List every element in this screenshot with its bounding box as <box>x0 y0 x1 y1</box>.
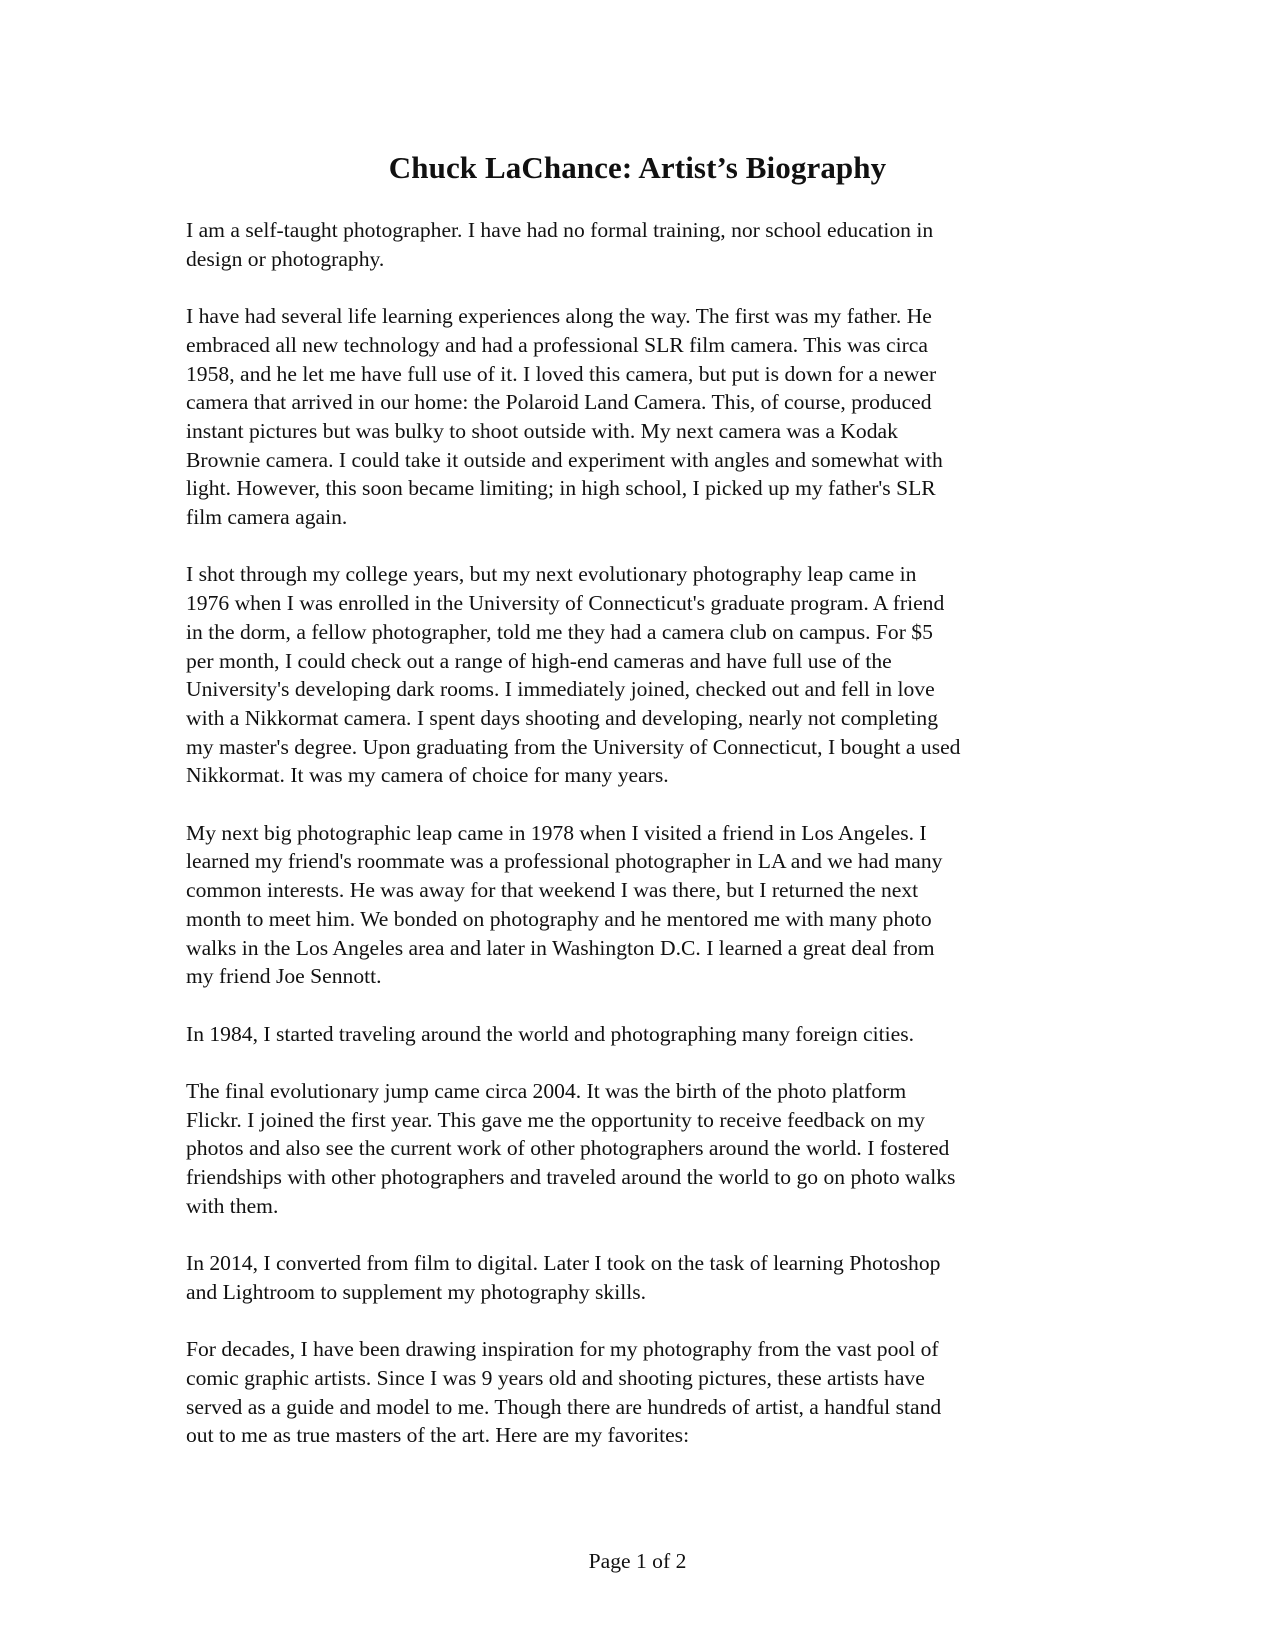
paragraph-line: served as a guide and model to me. Though there are hundreds of artist, a handful stand <box>186 1394 942 1419</box>
paragraph-line: I am a self-taught photographer. I have had no formal training, nor school education in <box>186 218 934 242</box>
paragraph-line: design or photography. <box>186 246 385 271</box>
paragraph-line: common interests. He was away for that weekend I was there, but I returned the next <box>186 878 919 903</box>
page-title: Chuck LaChance: Artist’s Biography <box>388 150 887 185</box>
paragraph-line: with them. <box>186 1193 279 1218</box>
body-paragraph <box>186 1020 1101 1049</box>
body-paragraph <box>186 1335 1101 1450</box>
paragraph-line: per month, I could check out a range of high-end cameras and have full use of the <box>186 648 892 673</box>
paragraph-line: film camera again. <box>186 505 348 530</box>
body-paragraph <box>186 302 1101 532</box>
paragraph-line: In 1984, I started traveling around the world and photographing many foreign cities. <box>186 1021 914 1046</box>
paragraph-line: in the dorm, a fellow photographer, told me they had a camera club on campus. For $5 <box>186 619 933 644</box>
paragraph-line: learned my friend's roommate was a professional photographer in LA and we had many <box>186 849 943 874</box>
paragraph-line: University's developing dark rooms. I immediately joined, checked out and fell in love <box>186 677 935 702</box>
paragraph-line: In 2014, I converted from film to digital. Later I took on the task of learning Photoshop <box>186 1251 941 1276</box>
paragraph-line: photos and also see the current work of other photographers around the world. I fostered <box>186 1136 950 1161</box>
paragraph-line: Flickr. I joined the first year. This gave me the opportunity to receive feedback on my <box>186 1107 925 1132</box>
body-paragraph <box>186 1249 1101 1306</box>
paragraph-line: my master's degree. Upon graduating from the University of Connecticut, I bought a used <box>186 734 961 759</box>
paragraph-line: my friend Joe Sennott. <box>186 964 382 989</box>
paragraph-line: My next big photographic leap came in 1978 when I visited a friend in Los Angeles. I <box>186 820 927 845</box>
paragraph-line: Brownie camera. I could take it outside and experiment with angles and somewhat with <box>186 447 943 472</box>
paragraph-line: Nikkormat. It was my camera of choice for many years. <box>186 763 669 788</box>
paragraph-line: 1976 when I was enrolled in the University of Connecticut's graduate program. A friend <box>186 591 945 616</box>
paragraph-line: camera that arrived in our home: the Polaroid Land Camera. This, of course, produced <box>186 390 932 415</box>
paragraph-line: instant pictures but was bulky to shoot outside with. My next camera was a Kodak <box>186 418 898 443</box>
paragraph-line: with a Nikkormat camera. I spent days shooting and developing, nearly not completing <box>186 705 938 730</box>
paragraph-line: The final evolutionary jump came circa 2004. It was the birth of the photo platform <box>186 1079 907 1104</box>
paragraph-line: month to meet him. We bonded on photography and he mentored me with many photo <box>186 906 932 931</box>
paragraph-line: 1958, and he let me have full use of it. I loved this camera, but put is down for a newer <box>186 361 937 386</box>
paragraph-line: For decades, I have been drawing inspiration for my photography from the vast pool of <box>186 1337 939 1362</box>
document-body <box>186 216 1101 1479</box>
paragraph-line: light. However, this soon became limiting; in high school, I picked up my father's SLR <box>186 476 936 501</box>
body-paragraph <box>186 560 1101 790</box>
page-footer: Page 1 of 2 <box>588 1549 687 1573</box>
paragraph-line: I shot through my college years, but my next evolutionary photography leap came in <box>186 562 917 587</box>
paragraph-line: walks in the Los Angeles area and later in Washington D.C. I learned a great deal from <box>186 935 935 960</box>
body-paragraph <box>186 1077 1101 1221</box>
paragraph-line: I have had several life learning experiences along the way. The first was my father. He <box>186 304 932 329</box>
paragraph-line: and Lightroom to supplement my photography skills. <box>186 1279 647 1304</box>
paragraph-line: out to me as true masters of the art. Here are my favorites: <box>186 1423 690 1448</box>
body-paragraph <box>186 216 1101 273</box>
paragraph-line: embraced all new technology and had a professional SLR film camera. This was circa <box>186 332 928 357</box>
paragraph-line: comic graphic artists. Since I was 9 years old and shooting pictures, these artists have <box>186 1366 925 1391</box>
paragraph-line: friendships with other photographers and traveled around the world to go on photo walks <box>186 1165 956 1190</box>
body-paragraph <box>186 819 1101 991</box>
